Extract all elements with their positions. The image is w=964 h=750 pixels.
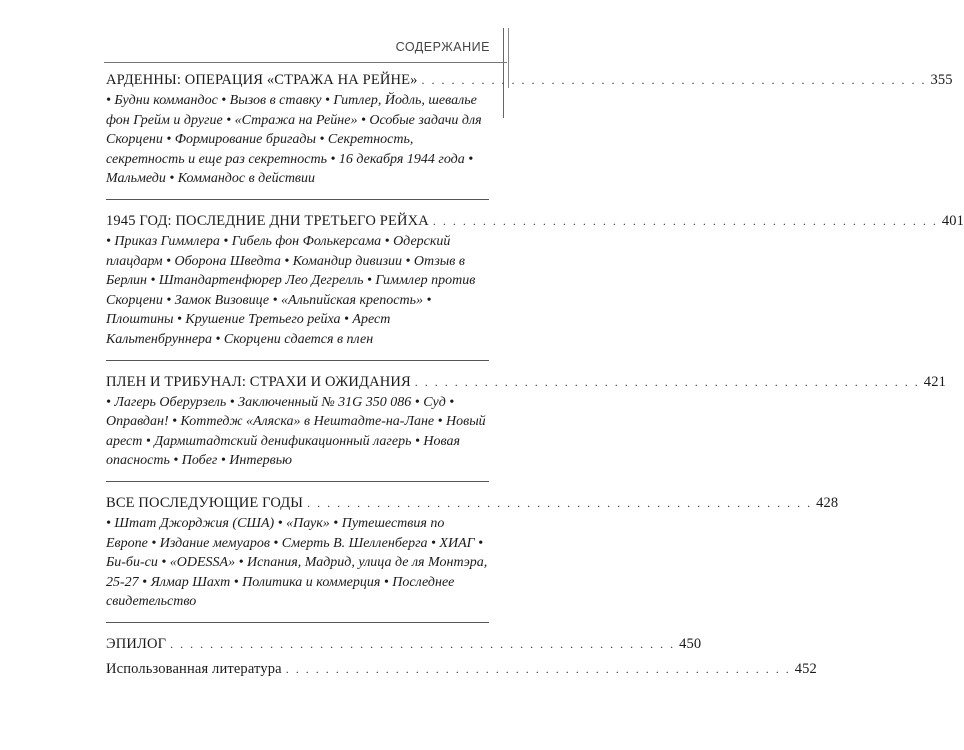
toc-entry-page: 421 — [923, 373, 946, 390]
header-rule-horizontal — [104, 62, 507, 63]
toc-entry-line — [106, 659, 817, 679]
toc-entry-title: Использованная литература — [106, 660, 282, 677]
toc-entry-line — [106, 493, 839, 513]
toc-entry-captivity[interactable] — [106, 372, 946, 482]
toc-entry-bibliography[interactable] — [106, 659, 817, 679]
running-head: СОДЕРЖАНИЕ — [395, 40, 490, 54]
toc-entry-page: 450 — [679, 635, 702, 652]
toc-leader-dots: . . . . . . . . . . . . . . . . . . . . . . . . . . . . . . . . . . . . . . . . . . . . . . . . . . . — [414, 374, 920, 389]
toc-entry-page: 452 — [794, 660, 817, 677]
toc-entry-1945[interactable] — [106, 211, 964, 361]
toc-entry-page: 428 — [816, 494, 839, 511]
toc-leader-dots: . . . . . . . . . . . . . . . . . . . . . . . . . . . . . . . . . . . . . . . . . . . . . . . . . . . — [285, 661, 791, 676]
toc-separator — [106, 199, 489, 200]
toc-leader-dots: . . . . . . . . . . . . . . . . . . . . . . . . . . . . . . . . . . . . . . . . . . . . . . . . . . . — [421, 73, 927, 87]
toc-entry-title: ПЛЕН И ТРИБУНАЛ: СТРАХИ И ОЖИДАНИЯ — [106, 373, 411, 390]
toc-leader-dots: . . . . . . . . . . . . . . . . . . . . . . . . . . . . . . . . . . . . . . . . . . . . . . . . . . . — [170, 636, 676, 651]
toc-entry-page: 355 — [930, 72, 953, 88]
toc-entry-title: 1945 ГОД: ПОСЛЕДНИЕ ДНИ ТРЕТЬЕГО РЕЙХА — [106, 212, 429, 229]
toc-separator — [106, 481, 489, 482]
toc-entry-title: АРДЕННЫ: ОПЕРАЦИЯ «СТРАЖА НА РЕЙНЕ» — [106, 72, 418, 88]
toc-entry-line — [106, 70, 953, 90]
toc-entry-title: ВСЕ ПОСЛЕДУЮЩИЕ ГОДЫ — [106, 494, 304, 511]
toc-separator — [106, 360, 489, 361]
toc-entry-epilogue[interactable] — [106, 634, 702, 654]
toc-entry-description: • Будни коммандос • Вызов в ставку • Гитлер, Йодль, шевалье фон Грейм и другие • «Стража на Рейне» • Особые задачи для Скорцени • Формирование бригады • Секретность, секретность и еще раз секретность • 16 декабря 1944 года • Мальмеди • Коммандос в действии — [106, 93, 482, 187]
toc-entry-page: 401 — [941, 212, 964, 229]
table-of-contents — [106, 70, 964, 679]
toc-leader-dots: . . . . . . . . . . . . . . . . . . . . . . . . . . . . . . . . . . . . . . . . . . . . . . . . . . . — [432, 213, 938, 228]
toc-entry-ardennes[interactable] — [106, 70, 953, 200]
toc-leader-dots: . . . . . . . . . . . . . . . . . . . . . . . . . . . . . . . . . . . . . . . . . . . . . . . . . . . — [307, 495, 813, 510]
toc-entry-description: • Лагерь Оберурзель • Заключенный № 31G 350 086 • Суд • Оправдан! • Коттедж «Аляска» в Нештадте-на-Лане • Новый арест • Дармштадтский денификационный лагерь • Новая опасность • Побег • Интервью — [106, 394, 486, 469]
toc-entry-line — [106, 634, 702, 654]
toc-entry-line — [106, 372, 946, 392]
toc-separator — [106, 622, 489, 623]
toc-entry-title: ЭПИЛОГ — [106, 635, 167, 652]
toc-entry-line — [106, 211, 964, 231]
toc-entry-description: • Штат Джорджия (США) • «Паук» • Путешествия по Европе • Издание мемуаров • Смерть В. Шелленберга • ХИАГ • Би-би-си • «ODESSA» • Испания, Мадрид, улица де ля Монтэра, 25-27 • Ялмар Шахт • Политика и коммерция • Последнее свидетельство — [106, 515, 488, 610]
toc-entry-later-years[interactable] — [106, 493, 839, 623]
toc-entry-description: • Приказ Гиммлера • Гибель фон Фолькерсама • Одерский плацдарм • Оборона Шведта • Командир дивизии • Отзыв в Берлин • Штандартенфюрер Лео Дегрелль • Гиммлер против Скорцени • Замок Визовице • «Альпийская крепость» • Плоштины • Крушение Третьего рейха • Арест Кальтенбруннера • Скорцени сдается в плен — [106, 233, 476, 347]
